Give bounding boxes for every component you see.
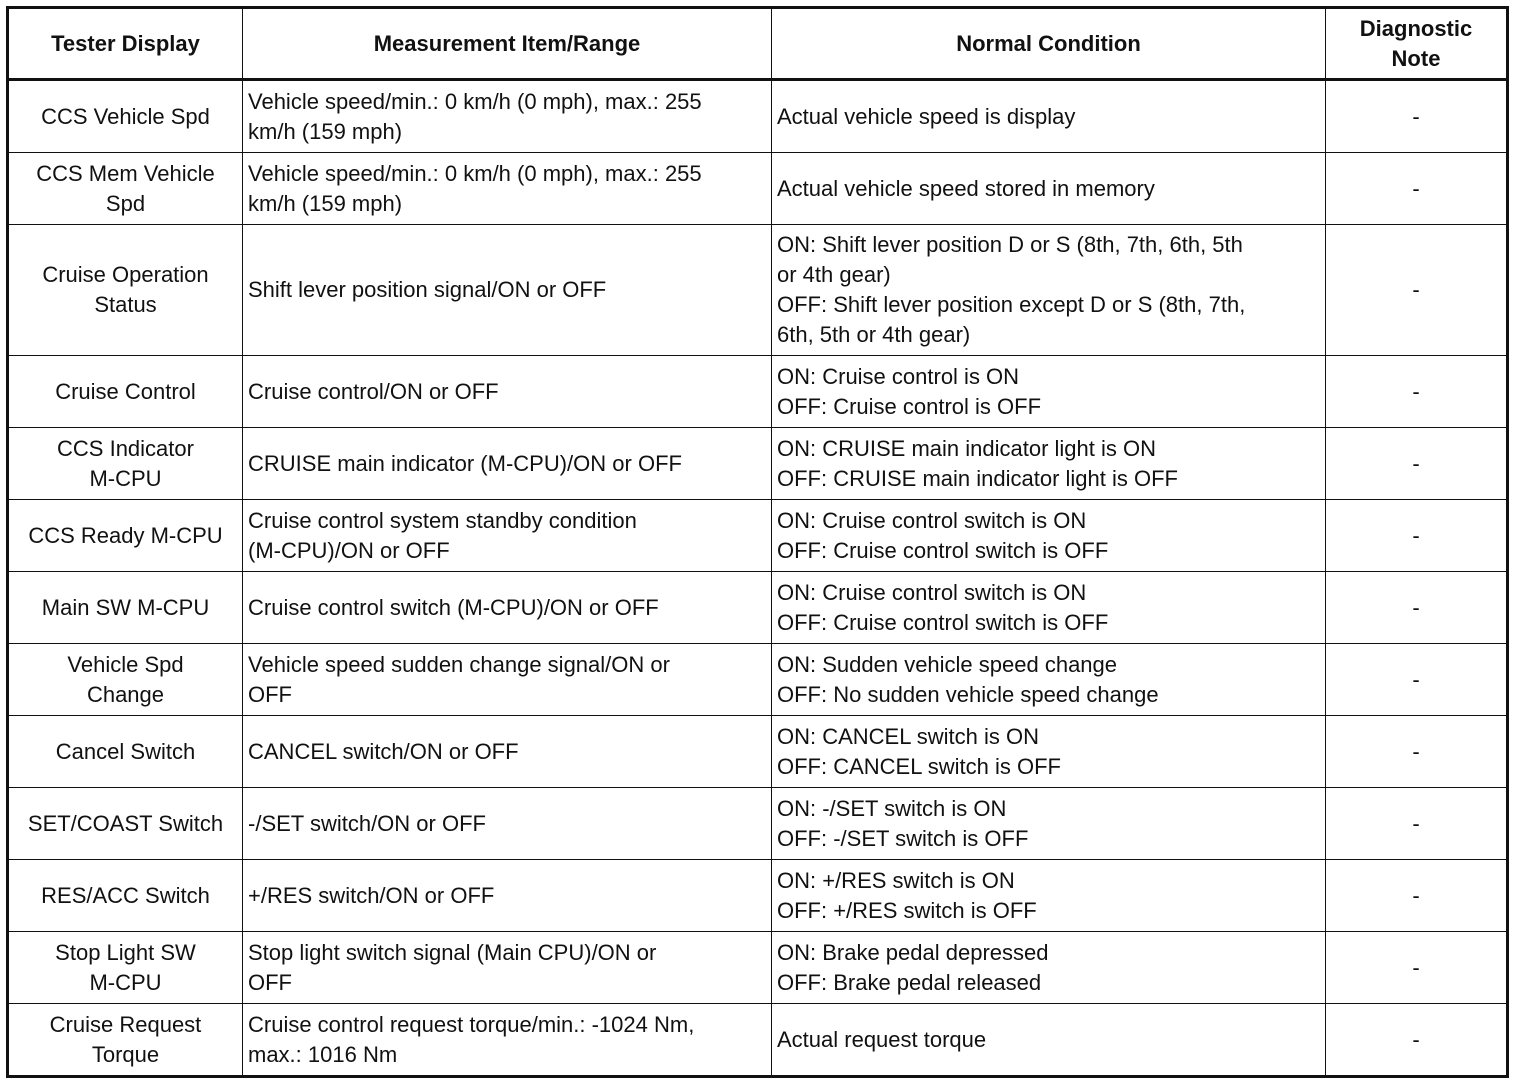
cell-normal-condition-line: OFF: Cruise control is OFF bbox=[777, 393, 1042, 419]
cell-measurement-item bbox=[243, 500, 772, 572]
cell-diagnostic-note: - bbox=[1326, 500, 1508, 572]
cell-measurement-item-line: max.: 1016 Nm bbox=[248, 1041, 398, 1067]
table-row bbox=[8, 225, 1508, 356]
cell-measurement-item-line: Stop light switch signal (Main CPU)/ON or bbox=[248, 939, 657, 965]
cell-measurement-item bbox=[243, 80, 772, 153]
table-row bbox=[8, 716, 1508, 788]
cell-measurement-item bbox=[243, 225, 772, 356]
cell-normal-condition-line: Actual request torque bbox=[777, 1026, 987, 1052]
table-row bbox=[8, 788, 1508, 860]
cell-measurement-item-line: Cruise control/ON or OFF bbox=[248, 378, 499, 404]
cell-normal-condition-line: OFF: Shift lever position except D or S (8th, 7th, bbox=[777, 292, 1246, 317]
cell-normal-condition-line: or 4th gear) bbox=[777, 262, 891, 287]
cell-normal-condition-line: ON: Cruise control is ON bbox=[777, 363, 1020, 389]
cell-tester-display-line: Cancel Switch bbox=[55, 738, 196, 764]
table-row bbox=[8, 356, 1508, 428]
header-row bbox=[8, 8, 1508, 80]
cell-normal-condition-line: ON: +/RES switch is ON bbox=[777, 867, 1015, 893]
cell-normal-condition-line: OFF: Cruise control switch is OFF bbox=[777, 537, 1109, 563]
cell-diagnostic-note: - bbox=[1326, 225, 1508, 356]
cell-tester-display bbox=[8, 1004, 243, 1077]
cell-diagnostic-note: - bbox=[1326, 572, 1508, 644]
cell-normal-condition bbox=[772, 428, 1326, 500]
cell-measurement-item-line: CRUISE main indicator (M-CPU)/ON or OFF bbox=[248, 450, 682, 476]
cell-tester-display bbox=[8, 716, 243, 788]
cell-normal-condition bbox=[772, 932, 1326, 1004]
header-normal-condition: Normal Condition bbox=[772, 8, 1326, 80]
cell-diagnostic-note: - bbox=[1326, 788, 1508, 860]
cell-measurement-item bbox=[243, 932, 772, 1004]
cell-tester-display bbox=[8, 572, 243, 644]
cell-measurement-item bbox=[243, 153, 772, 225]
cell-tester-display bbox=[8, 500, 243, 572]
cell-tester-display-line: CCS Ready M-CPU bbox=[28, 522, 223, 548]
cell-diagnostic-note: - bbox=[1326, 716, 1508, 788]
cell-measurement-item bbox=[243, 716, 772, 788]
data-list-table bbox=[6, 6, 1509, 1078]
cell-diagnostic-note: - bbox=[1326, 644, 1508, 716]
table-row bbox=[8, 932, 1508, 1004]
cell-normal-condition-line: OFF: Cruise control switch is OFF bbox=[777, 609, 1109, 635]
cell-measurement-item-line: Cruise control switch (M-CPU)/ON or OFF bbox=[248, 594, 659, 620]
cell-normal-condition-line: OFF: -/SET switch is OFF bbox=[777, 825, 1029, 851]
cell-normal-condition-line: ON: Sudden vehicle speed change bbox=[777, 651, 1118, 677]
cell-measurement-item bbox=[243, 860, 772, 932]
cell-tester-display-line: M-CPU bbox=[89, 465, 162, 491]
cell-tester-display bbox=[8, 788, 243, 860]
cell-normal-condition bbox=[772, 225, 1326, 356]
cell-normal-condition-line: 6th, 5th or 4th gear) bbox=[777, 322, 971, 347]
cell-tester-display-line: Cruise Request bbox=[49, 1011, 202, 1037]
cell-measurement-item-line: +/RES switch/ON or OFF bbox=[248, 882, 495, 908]
cell-normal-condition bbox=[772, 356, 1326, 428]
cell-measurement-item bbox=[243, 356, 772, 428]
cell-tester-display bbox=[8, 153, 243, 225]
cell-measurement-item-line: Shift lever position signal/ON or OFF bbox=[248, 277, 607, 302]
cell-normal-condition-line: ON: Cruise control switch is ON bbox=[777, 579, 1087, 605]
table-row bbox=[8, 1004, 1508, 1077]
cell-tester-display-line: Vehicle Spd bbox=[67, 651, 184, 677]
cell-tester-display-line: M-CPU bbox=[89, 969, 162, 995]
cell-measurement-item-line: CANCEL switch/ON or OFF bbox=[248, 738, 519, 764]
header-diagnostic-note bbox=[1326, 8, 1508, 80]
cell-measurement-item bbox=[243, 644, 772, 716]
cell-tester-display bbox=[8, 356, 243, 428]
table-row bbox=[8, 644, 1508, 716]
cell-tester-display-line: Cruise Operation bbox=[42, 262, 209, 287]
cell-normal-condition-line: OFF: CRUISE main indicator light is OFF bbox=[777, 465, 1178, 491]
cell-measurement-item-line: Cruise control request torque/min.: -1024 Nm, bbox=[248, 1011, 695, 1037]
cell-measurement-item bbox=[243, 428, 772, 500]
cell-tester-display-line: Change bbox=[86, 681, 165, 707]
cell-tester-display bbox=[8, 932, 243, 1004]
header-diagnostic-note-line1: Diagnostic bbox=[1359, 15, 1473, 41]
cell-tester-display-line: CCS Indicator bbox=[57, 435, 194, 461]
cell-normal-condition-line: ON: CANCEL switch is ON bbox=[777, 723, 1040, 749]
cell-normal-condition-line: OFF: No sudden vehicle speed change bbox=[777, 681, 1159, 707]
cell-measurement-item-line: Cruise control system standby condition bbox=[248, 507, 637, 533]
cell-normal-condition-line: OFF: Brake pedal released bbox=[777, 969, 1042, 995]
cell-diagnostic-note: - bbox=[1326, 932, 1508, 1004]
cell-normal-condition bbox=[772, 716, 1326, 788]
cell-measurement-item-line: OFF bbox=[248, 969, 292, 995]
cell-normal-condition bbox=[772, 860, 1326, 932]
cell-diagnostic-note: - bbox=[1326, 153, 1508, 225]
cell-tester-display-line: Main SW M-CPU bbox=[41, 594, 210, 620]
cell-normal-condition bbox=[772, 80, 1326, 153]
cell-measurement-item-line: OFF bbox=[248, 681, 292, 707]
cell-diagnostic-note: - bbox=[1326, 860, 1508, 932]
table-body bbox=[8, 80, 1508, 1077]
cell-tester-display bbox=[8, 80, 243, 153]
cell-tester-display bbox=[8, 428, 243, 500]
header-tester-display: Tester Display bbox=[8, 8, 243, 80]
cell-normal-condition-line: OFF: CANCEL switch is OFF bbox=[777, 753, 1061, 779]
cell-normal-condition-line: Actual vehicle speed is display bbox=[777, 103, 1076, 129]
cell-normal-condition-line: ON: Cruise control switch is ON bbox=[777, 507, 1087, 533]
cell-diagnostic-note: - bbox=[1326, 1004, 1508, 1077]
table-row bbox=[8, 153, 1508, 225]
cell-tester-display-line: CCS Vehicle Spd bbox=[41, 103, 210, 129]
cell-normal-condition bbox=[772, 1004, 1326, 1077]
header-diagnostic-note-line2: Note bbox=[1391, 45, 1441, 71]
cell-tester-display-line: Stop Light SW bbox=[55, 939, 196, 965]
cell-normal-condition-line: ON: Brake pedal depressed bbox=[777, 939, 1049, 965]
cell-normal-condition-line: Actual vehicle speed stored in memory bbox=[777, 175, 1155, 201]
table-row bbox=[8, 428, 1508, 500]
cell-measurement-item-line: km/h (159 mph) bbox=[248, 190, 403, 216]
cell-tester-display bbox=[8, 225, 243, 356]
cell-measurement-item-line: Vehicle speed/min.: 0 km/h (0 mph), max.: 255 bbox=[248, 88, 702, 114]
cell-normal-condition-line: ON: Shift lever position D or S (8th, 7th, 6th, 5th bbox=[777, 232, 1243, 257]
cell-tester-display bbox=[8, 644, 243, 716]
cell-normal-condition bbox=[772, 153, 1326, 225]
cell-measurement-item-line: km/h (159 mph) bbox=[248, 118, 403, 144]
cell-normal-condition-line: ON: CRUISE main indicator light is ON bbox=[777, 435, 1156, 461]
cell-measurement-item bbox=[243, 1004, 772, 1077]
cell-normal-condition-line: ON: -/SET switch is ON bbox=[777, 795, 1007, 821]
cell-tester-display-line: Torque bbox=[91, 1041, 160, 1067]
table-row bbox=[8, 572, 1508, 644]
cell-diagnostic-note: - bbox=[1326, 356, 1508, 428]
table-row bbox=[8, 80, 1508, 153]
cell-diagnostic-note: - bbox=[1326, 428, 1508, 500]
cell-measurement-item-line: (M-CPU)/ON or OFF bbox=[248, 537, 450, 563]
cell-measurement-item-line: Vehicle speed/min.: 0 km/h (0 mph), max.: 255 bbox=[248, 160, 702, 186]
cell-measurement-item-line: Vehicle speed sudden change signal/ON or bbox=[248, 651, 670, 677]
table-row bbox=[8, 500, 1508, 572]
header-measurement-item: Measurement Item/Range bbox=[243, 8, 772, 80]
cell-tester-display-line: Spd bbox=[105, 190, 146, 216]
cell-measurement-item bbox=[243, 572, 772, 644]
cell-tester-display-line: CCS Mem Vehicle bbox=[36, 160, 215, 186]
cell-normal-condition bbox=[772, 500, 1326, 572]
cell-tester-display-line: Cruise Control bbox=[55, 378, 196, 404]
cell-normal-condition bbox=[772, 644, 1326, 716]
cell-tester-display bbox=[8, 860, 243, 932]
cell-normal-condition bbox=[772, 572, 1326, 644]
cell-measurement-item-line: -/SET switch/ON or OFF bbox=[248, 810, 486, 836]
cell-tester-display-line: RES/ACC Switch bbox=[41, 882, 210, 908]
table-row bbox=[8, 860, 1508, 932]
cell-tester-display-line: SET/COAST Switch bbox=[27, 810, 224, 836]
cell-tester-display-line: Status bbox=[94, 292, 157, 317]
cell-measurement-item bbox=[243, 788, 772, 860]
data-list-sheet bbox=[6, 6, 1506, 1078]
cell-normal-condition-line: OFF: +/RES switch is OFF bbox=[777, 897, 1037, 923]
cell-normal-condition bbox=[772, 788, 1326, 860]
cell-diagnostic-note: - bbox=[1326, 80, 1508, 153]
